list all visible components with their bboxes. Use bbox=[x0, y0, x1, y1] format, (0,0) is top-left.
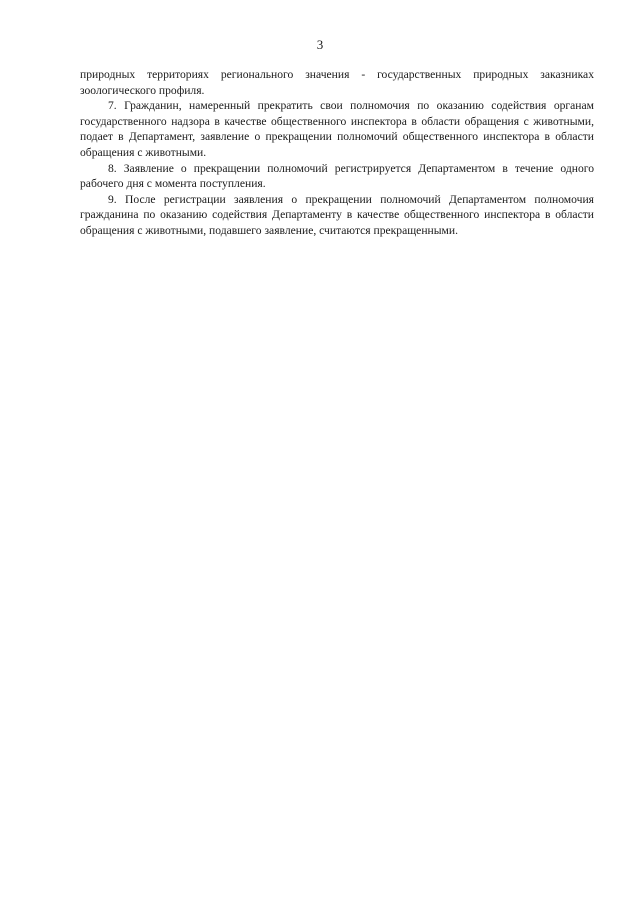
paragraph-item-9: 9. После регистрации заявления о прекращении полномочий Департаментом полномочия гражданина по оказанию содействия Департаменту в качестве общественного инспектора в области обращения с животными, подавшего заявление, считаются прекращенными. bbox=[80, 192, 594, 237]
page-number: 3 bbox=[316, 37, 324, 52]
paragraph-continuation: природных территориях регионального значения - государственных природных заказниках зоологического профиля. bbox=[80, 68, 594, 97]
paragraph-item-7: 7. Гражданин, намеренный прекратить свои полномочия по оказанию содействия органам государственного надзора в качестве общественного инспектора в области обращения с животными, подает в Департамент, заявление о прекращении полномочий общественного инспектора в области обращения с животными. bbox=[80, 99, 594, 159]
document-body bbox=[80, 67, 594, 239]
paragraph-item-8: 8. Заявление о прекращении полномочий регистрируется Департаментом в течение одного рабочего дня с момента поступления. bbox=[80, 161, 594, 191]
